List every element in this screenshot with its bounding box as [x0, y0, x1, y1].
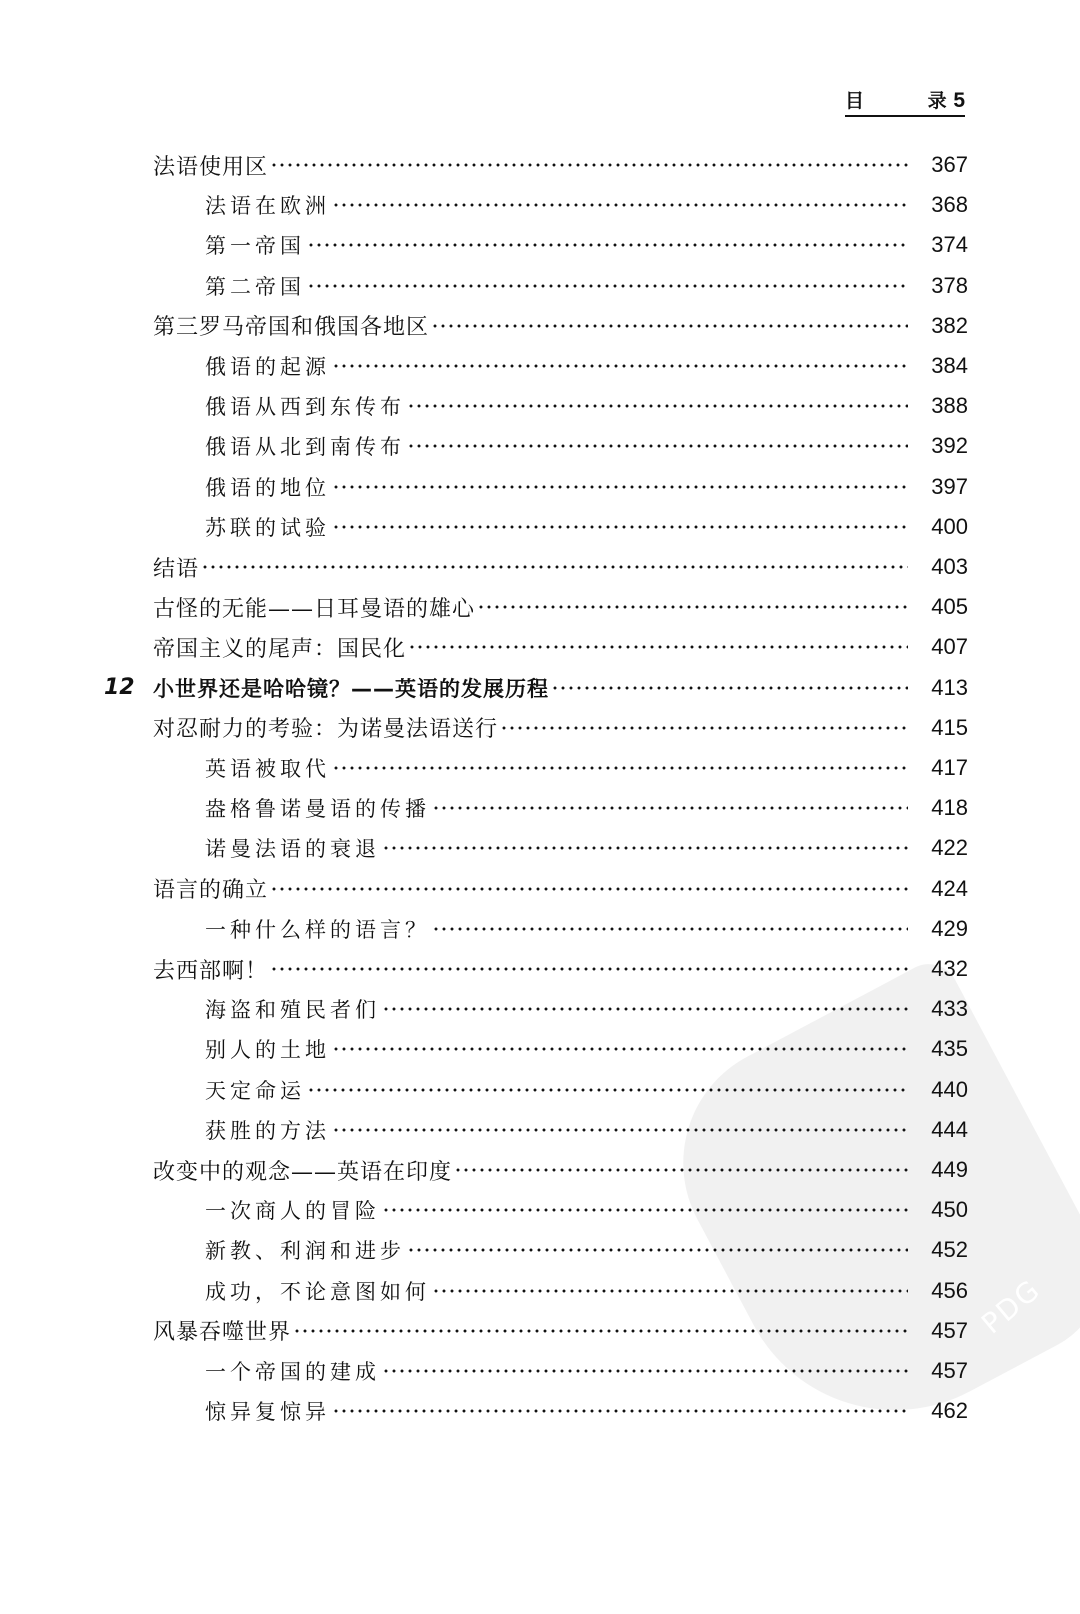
toc-entry-page: 457 [931, 1317, 968, 1343]
toc-entry-page: 413 [931, 674, 968, 700]
toc-entry-title: 苏联的试验 [205, 515, 330, 540]
toc-entry [205, 748, 968, 788]
toc-entry-page: 435 [931, 1036, 968, 1062]
toc-entry [205, 386, 968, 426]
dot-leader [307, 243, 908, 247]
dot-leader [332, 766, 908, 770]
toc-entry [205, 1110, 968, 1150]
toc-entry [153, 949, 968, 989]
toc-entry [205, 828, 968, 868]
toc-entry [153, 547, 968, 587]
dot-leader [293, 1329, 908, 1333]
toc-entry-page: 378 [931, 272, 968, 298]
toc-entry [205, 909, 968, 949]
toc-entry-page: 440 [931, 1076, 968, 1102]
toc-entry-title: 别人的土地 [205, 1038, 330, 1063]
header-page-number: 5 [953, 89, 965, 112]
toc-entry-page: 418 [931, 795, 968, 821]
toc-entry [153, 708, 968, 748]
toc-entry [205, 788, 968, 828]
toc-entry-page: 429 [931, 915, 968, 941]
toc-entry-page: 452 [931, 1237, 968, 1263]
toc-entry-title: 英语被取代 [205, 757, 330, 781]
toc-entry [205, 1230, 968, 1270]
toc-entry-title: 去西部啊！ [153, 958, 269, 984]
toc-entry [205, 266, 968, 306]
toc-entry [205, 1029, 968, 1069]
toc-entry-page: 405 [931, 594, 968, 620]
dot-leader [407, 404, 908, 408]
dot-leader [382, 846, 908, 850]
toc-entry-title: 成功，不论意图如何 [205, 1279, 430, 1304]
toc-entry [205, 1190, 968, 1230]
dot-leader [432, 806, 908, 810]
dot-leader [332, 525, 908, 529]
toc-entry-title: 第一帝国 [205, 234, 305, 259]
toc-entry-page: 457 [931, 1358, 968, 1383]
toc-entry-page: 400 [931, 513, 968, 539]
toc-entry-title: 语言的确立 [153, 878, 269, 904]
dot-leader [431, 324, 908, 328]
dot-leader [432, 927, 908, 931]
toc-entry-title: 第二帝国 [205, 274, 305, 299]
toc-entry-title: 俄语从北到南传布 [205, 435, 405, 460]
toc-entry-page: 422 [931, 835, 968, 861]
toc-entry-title: 俄语的起源 [205, 355, 330, 379]
toc-entry-page: 415 [931, 714, 968, 740]
toc-entry-page: 382 [931, 312, 968, 338]
dot-leader [454, 1168, 908, 1172]
header-left-char: 目 [845, 90, 865, 112]
toc-entry [205, 225, 968, 265]
toc-entry [205, 467, 968, 507]
dot-leader [382, 1007, 908, 1011]
toc-entry-title: 法语在欧洲 [205, 194, 330, 219]
toc-entry [153, 145, 968, 185]
toc-entry-page: 433 [931, 996, 968, 1022]
dot-leader [332, 1047, 908, 1051]
toc-entry-title: 改变中的观念——英语在印度 [153, 1159, 453, 1185]
toc-entry [205, 1391, 968, 1431]
toc-entry [205, 1271, 968, 1311]
toc-entry-page: 384 [931, 353, 968, 378]
toc-entry-title: 获胜的方法 [205, 1118, 330, 1143]
toc-entry-title: 一种什么样的语言？ [205, 917, 430, 942]
toc-entry-page: 392 [931, 433, 968, 459]
dot-leader [307, 1088, 908, 1092]
watermark-text: PDG [975, 1272, 1048, 1341]
toc-entry-page: 449 [931, 1157, 968, 1182]
toc-entry-page: 368 [931, 192, 968, 218]
toc-entry-page: 417 [931, 755, 968, 780]
toc-entry-page: 374 [931, 232, 968, 258]
toc-entry-title: 小世界还是哈哈镜？——英语的发展历程 [153, 676, 549, 701]
toc-entry-title: 法语使用区 [153, 154, 269, 180]
toc-entry [205, 507, 968, 547]
dot-leader [551, 686, 908, 690]
dot-leader [407, 444, 908, 448]
toc-entry [205, 185, 968, 225]
dot-leader [332, 364, 908, 368]
toc-entry [153, 306, 968, 346]
toc-entry-title: 古怪的无能——日耳曼语的雄心 [153, 596, 476, 622]
toc-entry [153, 587, 968, 627]
toc-entry-page: 432 [931, 956, 968, 981]
toc-entry-title: 俄语的地位 [205, 475, 330, 500]
toc-entry-page: 456 [931, 1277, 968, 1303]
toc-entry-page: 444 [931, 1116, 968, 1142]
dot-leader [332, 1409, 908, 1413]
dot-leader [270, 887, 908, 891]
toc-entry [153, 668, 968, 708]
toc-entry-page: 462 [931, 1398, 968, 1424]
toc-entry-title: 风暴吞噬世界 [153, 1320, 292, 1346]
toc-entry-title: 帝国主义的尾声：国民化 [153, 636, 407, 662]
toc-entry-title: 俄语从西到东传布 [205, 395, 405, 420]
header-right-char: 录 [927, 90, 947, 112]
dot-leader [500, 726, 908, 730]
dot-leader [408, 645, 908, 649]
toc-entry-page: 403 [931, 554, 968, 579]
toc-entry [153, 869, 968, 909]
toc-entry [205, 989, 968, 1029]
toc-entry-page: 407 [931, 634, 968, 660]
toc-entry [153, 1150, 968, 1190]
dot-leader [201, 565, 908, 569]
toc-entry [205, 1351, 968, 1391]
dot-leader [407, 1248, 908, 1252]
toc-entry-page: 450 [931, 1197, 968, 1223]
toc-entry-page: 388 [931, 393, 968, 419]
toc-entry-title: 诺曼法语的衰退 [205, 837, 380, 862]
toc-entry-title: 新教、利润和进步 [205, 1239, 405, 1264]
toc-entry-title: 惊异复惊异 [205, 1400, 330, 1425]
toc-entry-title: 一次商人的冒险 [205, 1199, 380, 1224]
toc-entry [153, 627, 968, 667]
dot-leader [432, 1289, 908, 1293]
toc-entry [205, 346, 968, 386]
dot-leader [332, 485, 908, 489]
dot-leader [382, 1208, 908, 1212]
toc-entry-page: 367 [931, 152, 968, 177]
dot-leader [477, 605, 908, 609]
toc-entry [205, 1070, 968, 1110]
toc-entry-title: 海盗和殖民者们 [205, 998, 380, 1023]
toc-entry-page: 424 [931, 875, 968, 901]
toc-entry-title: 结语 [153, 556, 200, 582]
toc-entry [205, 426, 968, 466]
dot-leader [332, 1128, 908, 1132]
toc-entry-title: 对忍耐力的考验：为诺曼法语送行 [153, 717, 499, 743]
toc-entry-page: 397 [931, 473, 968, 499]
toc-entry-title: 盎格鲁诺曼语的传播 [205, 797, 430, 822]
chapter-number: 12 [104, 674, 135, 700]
toc-entry-title: 第三罗马帝国和俄国各地区 [153, 315, 430, 341]
dot-leader [332, 203, 908, 207]
toc-entry-title: 一个帝国的建成 [205, 1360, 380, 1384]
dot-leader [270, 967, 908, 971]
dot-leader [307, 284, 908, 288]
dot-leader [382, 1369, 908, 1373]
running-header [845, 86, 965, 117]
toc-entry-title: 天定命运 [205, 1078, 305, 1103]
dot-leader [270, 163, 908, 167]
toc-entry [153, 1311, 968, 1351]
